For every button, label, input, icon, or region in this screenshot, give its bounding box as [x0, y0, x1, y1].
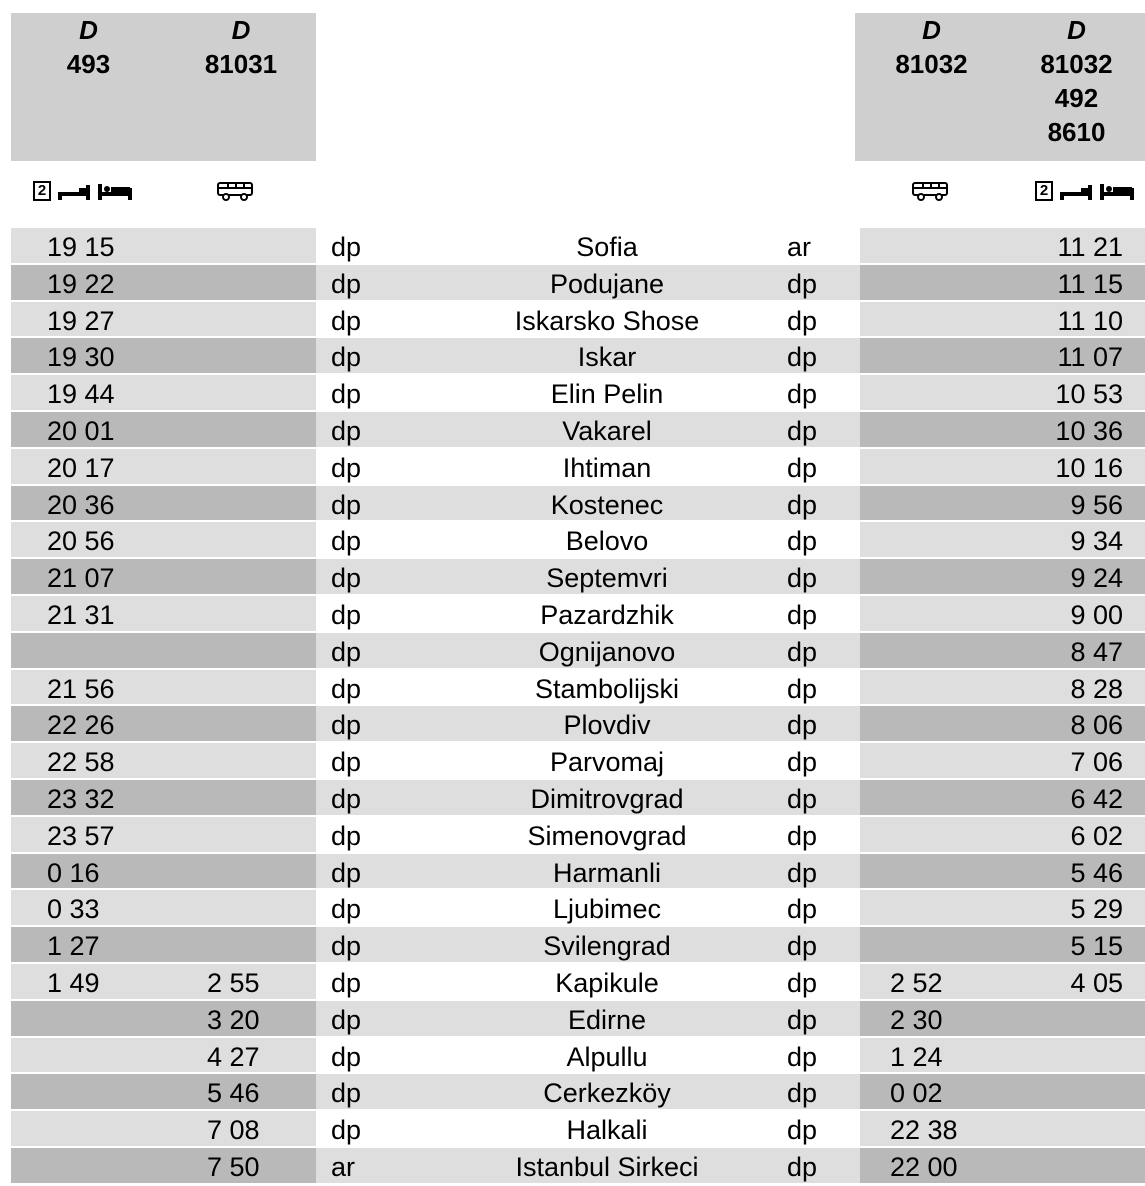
dep-arr-left: dp [331, 305, 362, 336]
time-col4: 9 24 [1070, 563, 1123, 594]
column-header-493 [11, 13, 166, 161]
dep-arr-left: dp [331, 857, 362, 888]
time-col3: 2 30 [890, 1004, 943, 1035]
time-col4: 11 10 [1057, 305, 1123, 336]
station-name: Svilengrad [543, 931, 671, 962]
dep-arr-right: dp [787, 931, 818, 962]
time-col1: 1 27 [47, 931, 100, 962]
dep-arr-left: dp [331, 673, 362, 704]
station-name: Iskarsko Shose [514, 305, 700, 336]
timetable-row [11, 780, 1145, 817]
dep-arr-right: dp [787, 415, 818, 446]
dep-arr-right: dp [787, 563, 818, 594]
station-name: Iskar [577, 342, 637, 373]
train-class: D [79, 15, 98, 45]
dep-arr-right: dp [787, 305, 818, 336]
station-name: Vakarel [562, 415, 652, 446]
time-col1: 19 30 [47, 342, 115, 373]
station-name: Halkali [566, 1115, 648, 1146]
time-col3: 22 38 [890, 1115, 958, 1146]
time-col4: 6 42 [1070, 783, 1123, 814]
dep-arr-right: dp [787, 820, 818, 851]
train-number: 8610 [1047, 117, 1106, 147]
column-header-81031 [166, 13, 316, 161]
dep-arr-right: dp [787, 489, 818, 520]
timetable-row [11, 670, 1145, 707]
station-name: Sofia [576, 232, 638, 262]
dep-arr-right: dp [787, 967, 818, 998]
station-name: Ihtiman [562, 452, 652, 483]
dep-arr-left: dp [331, 1041, 362, 1072]
train-number: 492 [1054, 83, 1099, 113]
time-col4: 11 15 [1057, 268, 1123, 299]
dep-arr-right: dp [787, 1151, 818, 1182]
time-col4: 5 46 [1070, 857, 1123, 888]
amenity-icons-col2 [216, 178, 254, 204]
dep-arr-left: dp [331, 783, 362, 814]
time-col4: 8 47 [1070, 636, 1123, 667]
dep-arr-right: dp [787, 1004, 818, 1035]
time-col4 [1041, 1001, 1123, 1035]
timetable-row [11, 522, 1145, 559]
station-name: Ognijanovo [538, 636, 676, 667]
dep-arr-left: dp [331, 526, 362, 557]
station-name: Ljubimec [552, 894, 662, 925]
time-col1: 22 58 [47, 747, 115, 778]
time-col4: 9 00 [1070, 599, 1123, 630]
dep-arr-right: dp [787, 1078, 818, 1109]
dep-arr-left: dp [331, 636, 362, 667]
station-name: Belovo [565, 526, 649, 557]
time-col1: 0 16 [47, 857, 100, 888]
timetable-row [11, 338, 1145, 375]
dep-arr-right: dp [787, 1115, 818, 1146]
time-col4: 11 07 [1057, 342, 1123, 373]
bus-icon [911, 181, 949, 201]
time-col1: 23 32 [47, 783, 115, 814]
station-name: Cerkezköy [543, 1078, 671, 1109]
timetable-row [11, 486, 1145, 523]
dep-arr-right: dp [787, 342, 818, 373]
station-name: Parvomaj [549, 747, 665, 778]
dep-arr-left: dp [331, 563, 362, 594]
train-number: 81032 [1040, 49, 1113, 79]
time-col2: 7 50 [207, 1151, 260, 1182]
timetable-row [11, 412, 1145, 449]
dep-arr-right: dp [787, 857, 818, 888]
timetable-row [11, 633, 1145, 670]
dep-arr-left: dp [331, 489, 362, 520]
dep-arr-left: ar [331, 1151, 356, 1182]
station-name: Septemvri [546, 563, 668, 594]
time-col2: 2 55 [207, 967, 260, 998]
dep-arr-right: dp [787, 673, 818, 704]
dep-arr-left: dp [331, 894, 362, 925]
time-col4: 10 16 [1055, 452, 1123, 483]
dep-arr-left: dp [331, 415, 362, 446]
time-col4: 8 06 [1070, 710, 1123, 741]
time-col1: 20 56 [47, 526, 115, 557]
time-col1: 21 31 [47, 599, 115, 630]
timetable-row [11, 964, 1145, 1001]
time-col1: 19 15 [47, 232, 115, 262]
train-class: D [1067, 15, 1086, 45]
timetable-row [11, 1001, 1145, 1038]
dep-arr-left: dp [331, 599, 362, 630]
sleeper-icon [1099, 182, 1135, 200]
station-name: Kapikule [555, 967, 659, 998]
timetable-row [11, 854, 1145, 891]
dep-arr-right: dp [787, 636, 818, 667]
time-col4: 6 02 [1070, 820, 1123, 851]
station-name: Istanbul Sirkeci [515, 1151, 699, 1182]
train-number: 81031 [204, 49, 278, 79]
time-col3: 0 02 [890, 1078, 943, 1109]
time-col2: 5 46 [207, 1078, 260, 1109]
dep-arr-left: dp [331, 232, 362, 262]
dep-arr-left: dp [331, 379, 362, 410]
timetable-row [11, 596, 1145, 633]
timetable-row [11, 228, 1145, 265]
time-col4 [1041, 1111, 1123, 1145]
dep-arr-left: dp [331, 931, 362, 962]
amenity-icons-col4 [1035, 178, 1135, 204]
time-col4: 5 29 [1070, 894, 1123, 925]
time-col1: 19 44 [47, 379, 115, 410]
time-col2: 7 08 [207, 1115, 260, 1146]
timetable-row [11, 706, 1145, 743]
timetable-row [11, 1111, 1145, 1148]
time-col1: 21 56 [47, 673, 115, 704]
timetable-row [11, 375, 1145, 412]
dep-arr-left: dp [331, 342, 362, 373]
timetable-row [11, 559, 1145, 596]
station-name: Dimitrovgrad [530, 783, 684, 814]
time-col4 [1041, 1148, 1123, 1182]
dep-arr-right: dp [787, 894, 818, 925]
time-col1: 20 01 [47, 415, 115, 446]
timetable-row [11, 890, 1145, 927]
dep-arr-right: ar [787, 232, 812, 262]
station-name: Podujane [549, 268, 665, 299]
bus-icon [216, 181, 254, 201]
couchette-icon [1059, 182, 1093, 200]
dep-arr-right: dp [787, 452, 818, 483]
time-col4: 9 56 [1070, 489, 1123, 520]
time-col4 [1041, 1074, 1123, 1108]
time-col1: 21 07 [47, 563, 115, 594]
dep-arr-left: dp [331, 1115, 362, 1146]
station-name: Simenovgrad [527, 820, 687, 851]
time-col1: 1 49 [47, 967, 100, 998]
column-header-81032 [855, 13, 1008, 161]
dep-arr-right: dp [787, 1041, 818, 1072]
time-col3: 2 52 [890, 967, 943, 998]
timetable-row [11, 302, 1145, 339]
time-col3: 22 00 [890, 1151, 958, 1182]
column-header-81032-492-8610 [1008, 13, 1145, 161]
dep-arr-right: dp [787, 783, 818, 814]
dep-arr-right: dp [787, 599, 818, 630]
time-col1: 22 26 [47, 710, 115, 741]
station-name: Alpullu [566, 1041, 648, 1072]
timetable-row [11, 927, 1145, 964]
time-col4: 8 28 [1070, 673, 1123, 704]
time-col1: 20 36 [47, 489, 115, 520]
dep-arr-left: dp [331, 710, 362, 741]
train-number: 81032 [895, 49, 968, 79]
station-name: Plovdiv [563, 710, 651, 741]
dep-arr-left: dp [331, 1004, 362, 1035]
time-col1: 23 57 [47, 820, 115, 851]
amenity-icons-col1 [33, 178, 133, 204]
timetable-row [11, 817, 1145, 854]
station-name: Edirne [567, 1004, 647, 1035]
train-number: 493 [66, 49, 111, 79]
dep-arr-left: dp [331, 967, 362, 998]
time-col4: 5 15 [1070, 931, 1123, 962]
couchette-icon [57, 182, 91, 200]
dep-arr-left: dp [331, 452, 362, 483]
station-name: Stambolijski [534, 673, 680, 704]
time-col4: 4 05 [1070, 967, 1123, 998]
timetable-row [11, 1038, 1145, 1075]
dep-arr-right: dp [787, 268, 818, 299]
dep-arr-right: dp [787, 747, 818, 778]
time-col1: 20 17 [47, 452, 115, 483]
station-name: Pazardzhik [540, 599, 674, 630]
time-col4: 7 06 [1070, 747, 1123, 778]
dep-arr-left: dp [331, 820, 362, 851]
2nd-class-icon: 2 [33, 181, 51, 201]
time-col4: 9 34 [1070, 526, 1123, 557]
dep-arr-left: dp [331, 747, 362, 778]
amenity-icons-col3 [911, 178, 949, 204]
timetable-row [11, 449, 1145, 486]
time-col4 [1041, 1038, 1123, 1072]
time-col1: 19 27 [47, 305, 115, 336]
dep-arr-right: dp [787, 526, 818, 557]
time-col1: 19 22 [47, 268, 115, 299]
station-name: Kostenec [550, 489, 664, 520]
dep-arr-right: dp [787, 710, 818, 741]
train-class: D [231, 15, 251, 45]
time-col3: 1 24 [890, 1041, 943, 1072]
sleeper-icon [97, 182, 133, 200]
dep-arr-right: dp [787, 379, 818, 410]
timetable-row [11, 743, 1145, 780]
train-class: D [922, 15, 941, 45]
timetable-row [11, 265, 1145, 302]
dep-arr-left: dp [331, 268, 362, 299]
station-name: Harmanli [552, 857, 662, 888]
time-col1: 0 33 [47, 894, 100, 925]
2nd-class-icon: 2 [1035, 181, 1053, 201]
timetable-row [11, 1074, 1145, 1111]
time-col4: 10 36 [1055, 415, 1123, 446]
time-col2: 4 27 [207, 1041, 260, 1072]
time-col2: 3 20 [207, 1004, 260, 1035]
station-name: Elin Pelin [550, 379, 664, 410]
time-col4: 10 53 [1055, 379, 1123, 410]
timetable [11, 228, 1145, 1185]
dep-arr-left: dp [331, 1078, 362, 1109]
time-col4: 11 21 [1057, 232, 1123, 262]
timetable-row [11, 1148, 1145, 1185]
